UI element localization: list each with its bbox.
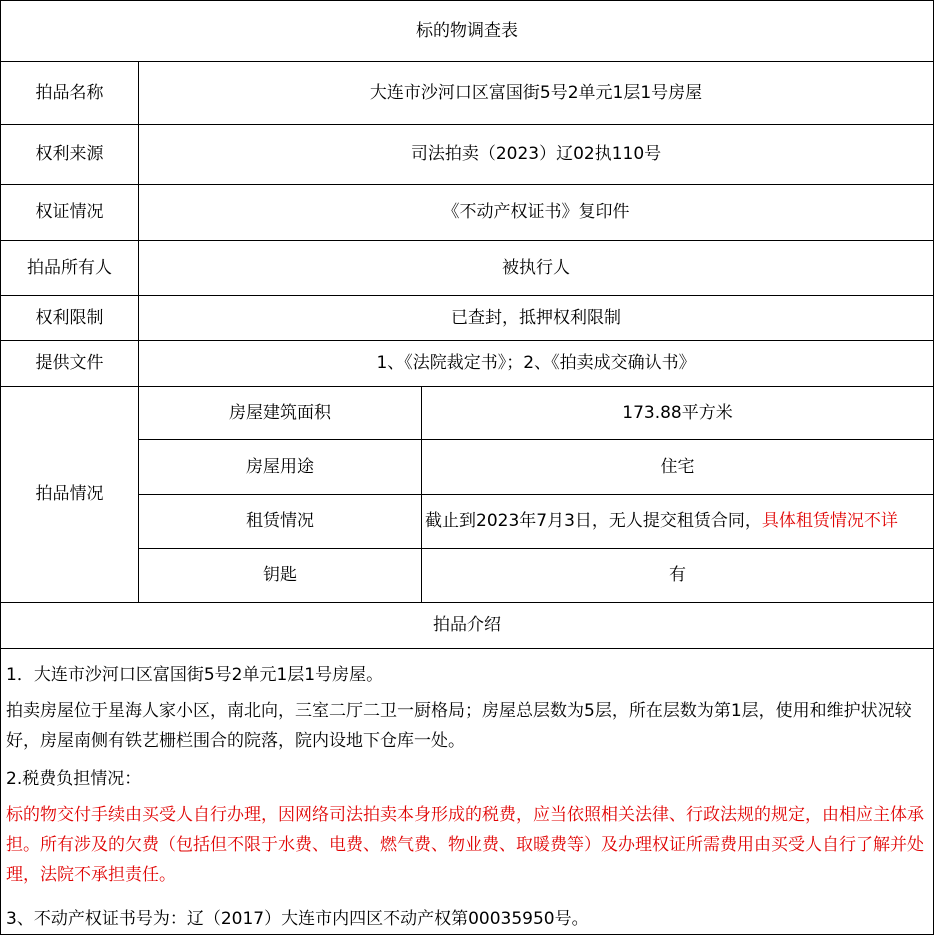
use-label: 房屋用途 (139, 440, 422, 495)
row-value-rights-source: 司法拍卖（2023）辽02执110号 (139, 125, 934, 185)
intro-content (1, 649, 934, 935)
row-label-certificate: 权证情况 (1, 185, 139, 241)
lease-label: 租赁情况 (139, 495, 422, 549)
row-value-certificate: 《不动产权证书》复印件 (139, 185, 934, 241)
row-value-lot-name: 大连市沙河口区富国街5号2单元1层1号房屋 (139, 62, 934, 125)
intro-paragraph-4: 标的物交付手续由买受人自行办理，因网络司法拍卖本身形成的税费，应当依照相关法律、行政法规的规定，由相应主体承担。所有涉及的欠费（包括但不限于水费、电费、燃气费、物业费、取暖费等）及办理权证所需费用由买受人自行了解并处理，法院不承担责任。 (6, 805, 924, 885)
intro-heading: 拍品介绍 (1, 603, 934, 649)
lease-value (422, 495, 934, 549)
area-value: 173.88平方米 (422, 387, 934, 440)
lot-status-label: 拍品情况 (1, 387, 139, 603)
intro-paragraph-1: 1．大连市沙河口区富国街5号2单元1层1号房屋。 (6, 665, 384, 685)
area-label: 房屋建筑面积 (139, 387, 422, 440)
key-value: 有 (422, 549, 934, 603)
lease-value-text: 截止到2023年7月3日，无人提交租赁合同， (425, 511, 762, 532)
lease-value-red-text: 具体租赁情况不详 (761, 511, 898, 532)
row-value-restriction: 已查封，抵押权利限制 (139, 296, 934, 341)
key-label: 钥匙 (139, 549, 422, 603)
row-label-lot-name: 拍品名称 (1, 62, 139, 125)
row-label-restriction: 权利限制 (1, 296, 139, 341)
intro-paragraph-3: 2.税费负担情况： (6, 769, 142, 789)
row-label-rights-source: 权利来源 (1, 125, 139, 185)
intro-paragraph-5: 3、不动产权证书号为：辽（2017）大连市内四区不动产权第00035950号。 (6, 909, 589, 929)
row-label-owner: 拍品所有人 (1, 241, 139, 296)
row-value-owner: 被执行人 (139, 241, 934, 296)
intro-paragraph-2: 拍卖房屋位于星海人家小区，南北向，三室二厅二卫一厨格局；房屋总层数为5层，所在层数为第1层，使用和维护状况较好，房屋南侧有铁艺栅栏围合的院落，院内设地下仓库一处。 (6, 701, 912, 751)
row-value-documents: 1、《法院裁定书》；2、《拍卖成交确认书》 (139, 341, 934, 387)
table-title: 标的物调查表 (1, 1, 934, 62)
row-label-documents: 提供文件 (1, 341, 139, 387)
use-value: 住宅 (422, 440, 934, 495)
